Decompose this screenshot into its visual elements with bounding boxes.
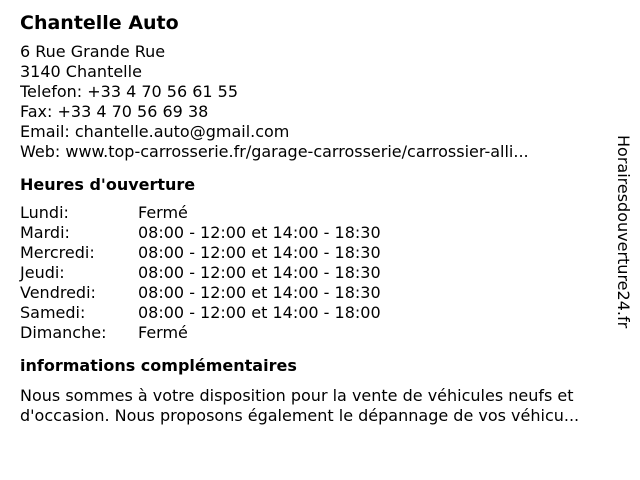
hours-time: Fermé — [138, 323, 188, 342]
hours-time: 08:00 - 12:00 et 14:00 - 18:30 — [138, 263, 381, 282]
hours-row-wednesday — [20, 243, 620, 263]
email-address: Email: chantelle.auto@gmail.com — [20, 122, 290, 141]
hours-day: Jeudi: — [20, 263, 65, 282]
hours-row-tuesday — [20, 223, 620, 243]
hours-time: Fermé — [138, 203, 188, 222]
website-url: Web: www.top-carrosserie.fr/garage-carrosserie/carrossier-alli... — [20, 142, 529, 161]
hours-row-friday — [20, 283, 620, 303]
hours-row-monday — [20, 203, 620, 223]
hours-row-sunday — [20, 323, 620, 343]
business-card — [20, 10, 620, 426]
hours-time: 08:00 - 12:00 et 14:00 - 18:30 — [138, 243, 381, 262]
hours-day: Mercredi: — [20, 243, 95, 262]
fax-number: Fax: +33 4 70 56 69 38 — [20, 102, 209, 121]
opening-hours-table — [20, 203, 620, 343]
additional-info-heading: informations complémentaires — [20, 356, 297, 375]
hours-time: 08:00 - 12:00 et 14:00 - 18:30 — [138, 283, 381, 302]
hours-row-saturday — [20, 303, 620, 323]
hours-time: 08:00 - 12:00 et 14:00 - 18:00 — [138, 303, 381, 322]
site-watermark: Horairesdouverture24.fr — [614, 135, 633, 329]
hours-day: Samedi: — [20, 303, 86, 322]
hours-time: 08:00 - 12:00 et 14:00 - 18:30 — [138, 223, 381, 242]
hours-day: Mardi: — [20, 223, 70, 242]
hours-day: Dimanche: — [20, 323, 107, 342]
additional-info-text: Nous sommes à votre disposition pour la vente de véhicules neufs et d'occasion. Nous proposons également le dépannage de vos véhicu... — [20, 386, 580, 425]
business-name: Chantelle Auto — [20, 12, 179, 34]
phone-number: Telefon: +33 4 70 56 61 55 — [20, 82, 239, 101]
opening-hours-heading: Heures d'ouverture — [20, 175, 196, 194]
address-street: 6 Rue Grande Rue — [20, 42, 166, 61]
hours-day: Vendredi: — [20, 283, 96, 302]
hours-row-thursday — [20, 263, 620, 283]
address-city: 3140 Chantelle — [20, 62, 142, 81]
hours-day: Lundi: — [20, 203, 69, 222]
